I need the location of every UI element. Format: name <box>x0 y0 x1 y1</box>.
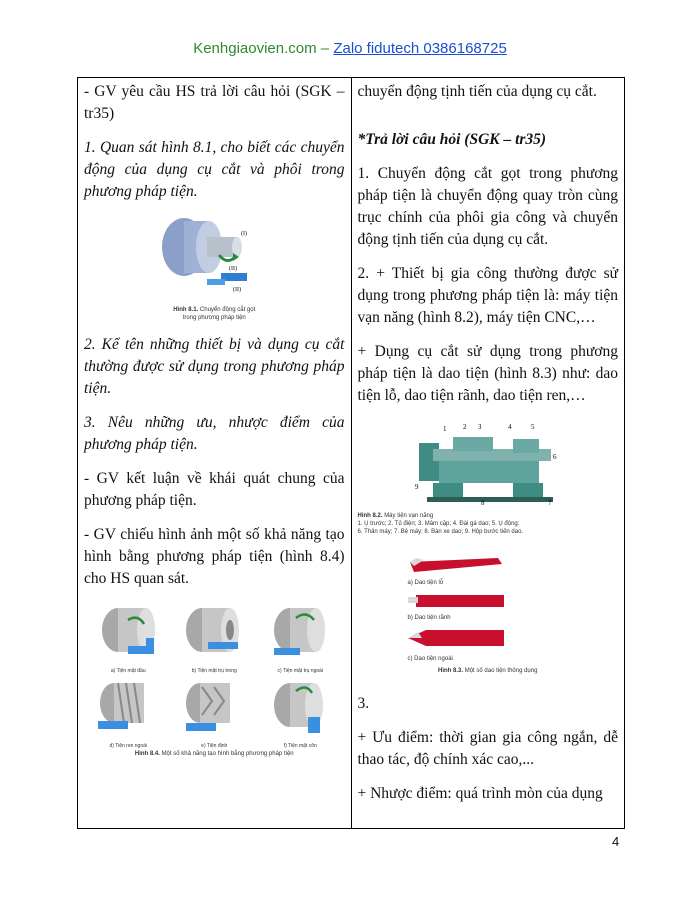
page-number: 4 <box>612 834 620 849</box>
teacher-conclusion: - GV kết luận về khái quát chung của phương pháp tiện. <box>84 470 345 509</box>
external-turning-icon <box>260 602 340 662</box>
turning-example <box>172 677 256 750</box>
figure-8-2-title: Máy tiện vạn năng <box>384 513 434 519</box>
taper-turning-icon <box>260 677 340 737</box>
right-column <box>351 78 625 829</box>
label-motion-2: (II) <box>229 266 238 272</box>
label-4e: e) Tiện định <box>201 743 228 749</box>
figure-8-1 <box>84 215 345 322</box>
figure-8-2 <box>358 419 619 536</box>
turning-example <box>258 602 342 675</box>
teacher-request: - GV yêu cầu HS trả lời câu hỏi (SGK – tr35) <box>84 83 345 122</box>
part-number: 9 <box>414 483 419 491</box>
answer-2-tools: + Dụng cụ cắt sử dụng trong phương pháp tiện là dao tiện (hình 8.3) như: dao tiện lỗ, dao tiện rãnh, dao tiện ren,… <box>357 343 618 404</box>
label-4f: f) Tiện mặt côn <box>283 743 317 749</box>
figure-8-2-number: Hình 8.2. <box>357 513 383 519</box>
figure-8-1-number: Hình 8.1. <box>173 307 199 313</box>
tool-item <box>358 593 619 622</box>
label-4b: b) Tiện mặt trụ trong <box>191 668 237 674</box>
thread-turning-icon <box>88 677 168 737</box>
part-number: 2 <box>462 423 467 431</box>
tool-item <box>358 628 619 663</box>
answer-continuation: chuyển động tịnh tiến của dụng cụ cắt. <box>357 83 597 100</box>
figure-8-4-number: Hình 8.4. <box>134 751 160 757</box>
turning-example <box>86 602 170 675</box>
label-motion-1: (I) <box>241 231 248 237</box>
contact-link[interactable]: Zalo fidutech 0386168725 <box>333 40 507 57</box>
disadvantages: + Nhược điểm: quá trình mòn của dụng <box>357 785 603 802</box>
external-tool-image <box>406 628 506 650</box>
figure-8-1-caption-line1: Chuyển động cắt gọt <box>199 307 256 313</box>
grooving-tool-image <box>406 593 506 609</box>
tool-label-a: a) Dao tiện lỗ <box>407 580 444 586</box>
label-motion-3: (II) <box>233 287 242 293</box>
turning-example <box>86 677 170 750</box>
label-4d: d) Tiện ren ngoài <box>109 743 148 749</box>
turning-example <box>172 602 256 675</box>
figure-8-4-caption-text: Một số khả năng tạo hình bằng phương pháp tiện <box>161 751 294 757</box>
answer-2-equipment: 2. + Thiết bị gia công thường được sử dụng trong phương pháp tiện là: máy tiện vạn năng (hình 8.2), máy tiện CNC,… <box>357 265 618 326</box>
tool-label-c: c) Dao tiện ngoài <box>407 656 453 662</box>
part-number: 7 <box>547 499 552 507</box>
advantages: + Ưu điểm: thời gian gia công ngắn, dễ thao tác, độ chính xác cao,... <box>357 729 618 768</box>
label-4c: c) Tiện mặt trụ ngoài <box>277 668 324 674</box>
figure-8-1-caption-line2: trong phương pháp tiện <box>182 315 246 321</box>
figure-8-3-caption <box>358 667 619 675</box>
figure-8-2-legend-1: 1. Ụ trước; 2. Tủ điện; 3. Mâm cặp; 4. Đài gá dao; 5. Ụ động; <box>357 521 520 527</box>
lesson-table <box>77 77 625 829</box>
teacher-show-images: - GV chiếu hình ảnh một số khả năng tạo hình bằng phương pháp tiện (hình 8.4) cho HS quan sát. <box>84 526 345 587</box>
part-number: 6 <box>552 453 557 461</box>
site-name: Kenhgiaovien.com <box>193 40 317 57</box>
part-number: 1 <box>442 425 447 433</box>
part-number: 8 <box>480 499 485 507</box>
figure-8-4-caption <box>84 750 345 758</box>
label-4a: a) Tiện mặt đầu <box>110 668 146 674</box>
question-3: 3. Nêu những ưu, nhược điểm của phương pháp tiện. <box>84 414 345 453</box>
question-1: 1. Quan sát hình 8.1, cho biết các chuyển động của dụng cụ cắt và phôi trong phương pháp tiện. <box>84 139 345 200</box>
left-column <box>78 78 352 829</box>
page-header <box>0 40 700 57</box>
bore-turning-icon <box>174 602 254 662</box>
figure-8-3-number: Hình 8.3. <box>438 668 464 674</box>
part-number: 5 <box>530 423 535 431</box>
lathe-motion-diagram <box>149 215 279 301</box>
answers-heading: *Trả lời câu hỏi (SGK – tr35) <box>357 131 547 148</box>
figure-8-1-caption <box>84 306 345 322</box>
part-number: 3 <box>477 423 482 431</box>
tool-label-b: b) Dao tiện rãnh <box>407 615 451 621</box>
turning-example <box>258 677 342 750</box>
question-2: 2. Kể tên những thiết bị và dụng cụ cắt thường được sử dụng trong phương pháp tiện. <box>84 336 345 397</box>
boring-tool-image <box>406 556 506 574</box>
part-number: 4 <box>507 423 512 431</box>
profile-turning-icon <box>174 677 254 737</box>
figure-8-3 <box>358 556 619 675</box>
turning-capabilities-grid <box>84 602 345 750</box>
tool-item <box>358 556 619 587</box>
header-separator: – <box>320 40 330 57</box>
face-turning-icon <box>88 602 168 662</box>
figure-8-2-caption <box>358 512 619 536</box>
answer-3: 3. <box>357 695 370 712</box>
answer-1: 1. Chuyển động cắt gọt trong phương pháp tiện là chuyển động quay tròn cùng trục chính của phôi gia công và chuyển động tịnh tiến của dụng cụ cắt. <box>357 165 618 248</box>
figure-8-2-legend-2: 6. Thân máy; 7. Bệ máy; 8. Bàn xe dao; 9. Hộp bước tiến dao. <box>357 529 524 535</box>
figure-8-3-caption-text: Một số dao tiện thông dụng <box>464 668 538 674</box>
figure-8-4 <box>84 602 345 758</box>
universal-lathe-image <box>413 419 563 507</box>
